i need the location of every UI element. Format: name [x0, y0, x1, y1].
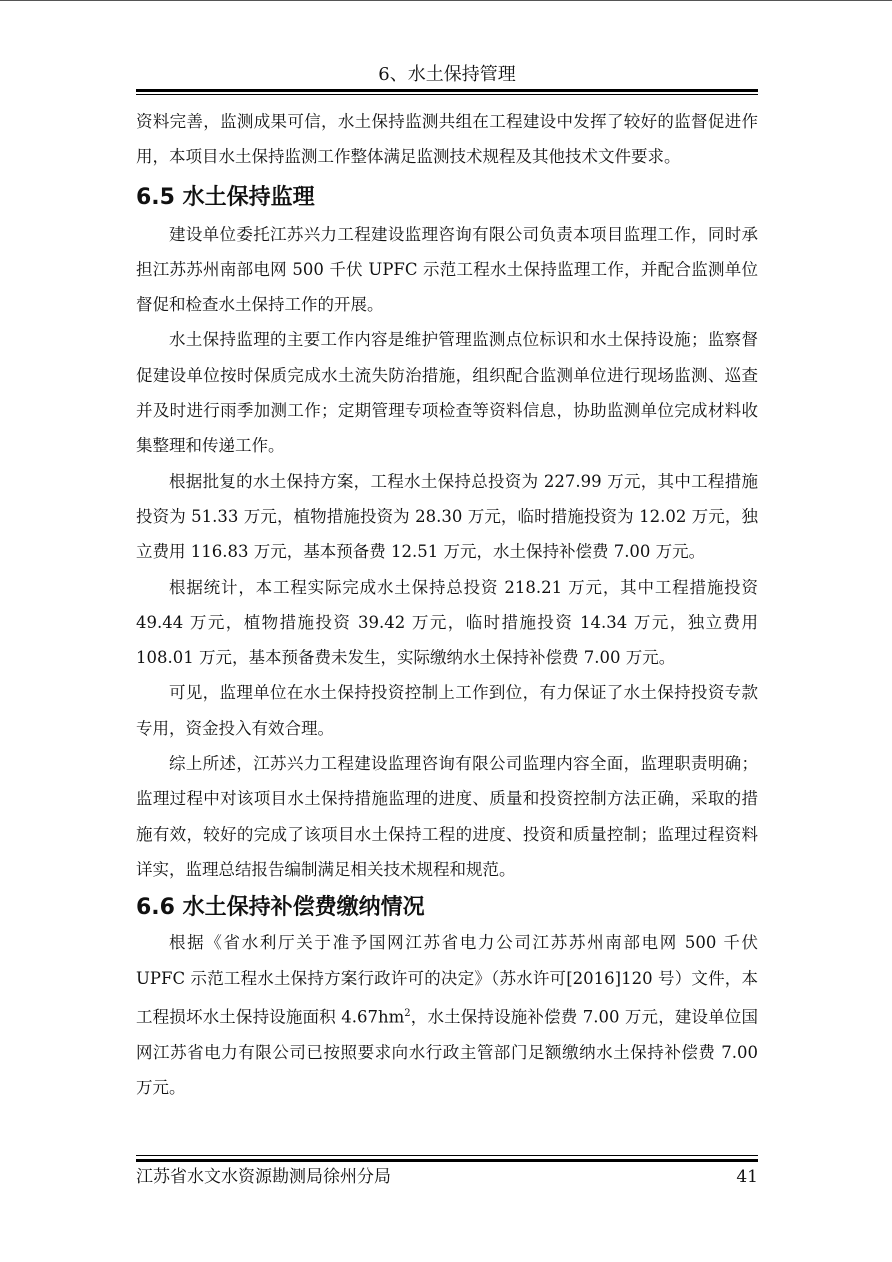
section-6-6-paragraph [136, 925, 758, 1105]
header-rule-thin [136, 94, 758, 95]
header-rule [136, 89, 758, 92]
section-6-6-text-a: 根据《省水利厅关于准予国网江苏省电力公司江苏苏州南部电网 500 千伏 UPFC 示范工程水土保持方案行政许可的决定》（苏水许可[2016]120 号）文件，本工程损坏水土保持设施面积 4.67hm [136, 933, 758, 1027]
intro-paragraph: 资料完善，监测成果可信，水土保持监测共组在工程建设中发挥了较好的监督促进作用，本项目水土保持监测工作整体满足监测技术规程及其他技术文件要求。 [136, 112, 758, 167]
footer-rule [136, 1159, 758, 1162]
section-6-5-heading: 6.5 水土保持监理 [136, 184, 315, 210]
page-body [136, 104, 758, 1105]
section-6-6-text-b: ，水土保持设施补偿费 7.00 万元，建设单位国网江苏省电力有限公司已按照要求向水行政主管部门足额缴纳水土保持补偿费 7.00 万元。 [136, 1007, 758, 1097]
section-6-5-paragraph-3: 根据批复的水土保持方案，工程水土保持总投资为 227.99 万元，其中工程措施投资为 51.33 万元，植物措施投资为 28.30 万元，临时措施投资为 12.02 万元，独立费用 116.83 万元，基本预备费 12.51 万元，水土保持补偿费 7.00 万元。 [136, 471, 758, 562]
area-unit-superscript: 2 [404, 1007, 411, 1019]
section-6-5-paragraph-1: 建设单位委托江苏兴力工程建设监理咨询有限公司负责本项目监理工作，同时承担江苏苏州南部电网 500 千伏 UPFC 示范工程水土保持监理工作，并配合监测单位督促和检查水土保持工作的开展。 [136, 224, 758, 315]
footer-rule-thin [136, 1155, 758, 1156]
section-6-5-paragraph-5: 可见，监理单位在水土保持投资控制上工作到位，有力保证了水土保持投资专款专用，资金投入有效合理。 [136, 683, 758, 738]
section-6-5-paragraph-2: 水土保持监理的主要工作内容是维护管理监测点位标识和水土保持设施；监察督促建设单位按时保质完成水土流失防治措施，组织配合监测单位进行现场监测、巡查并及时进行雨季加测工作；定期管理专项检查等资料信息，协助监测单位完成材料收集整理和传递工作。 [136, 330, 758, 456]
top-border [0, 0, 892, 1]
page-number: 41 [736, 1167, 758, 1187]
section-6-5-paragraph-6: 综上所述，江苏兴力工程建设监理咨询有限公司监理内容全面，监理职责明确；监理过程中对该项目水土保持措施监理的进度、质量和投资控制方法正确，采取的措施有效，较好的完成了该项目水土保持工程的进度、投资和质量控制；监理过程资料详实，监理总结报告编制满足相关技术规程和规范。 [136, 754, 758, 879]
footer-organization: 江苏省水文水资源勘测局徐州分局 [136, 1167, 391, 1187]
section-6-6-heading: 6.6 水土保持补偿费缴纳情况 [136, 895, 425, 921]
section-6-5-paragraph-4: 根据统计，本工程实际完成水土保持总投资 218.21 万元，其中工程措施投资 49.44 万元，植物措施投资 39.42 万元，临时措施投资 14.34 万元，独立费用 108.01 万元，基本预备费未发生，实际缴纳水土保持补偿费 7.00 万元。 [136, 577, 758, 668]
page-header: 6、水土保持管理 [378, 64, 516, 85]
